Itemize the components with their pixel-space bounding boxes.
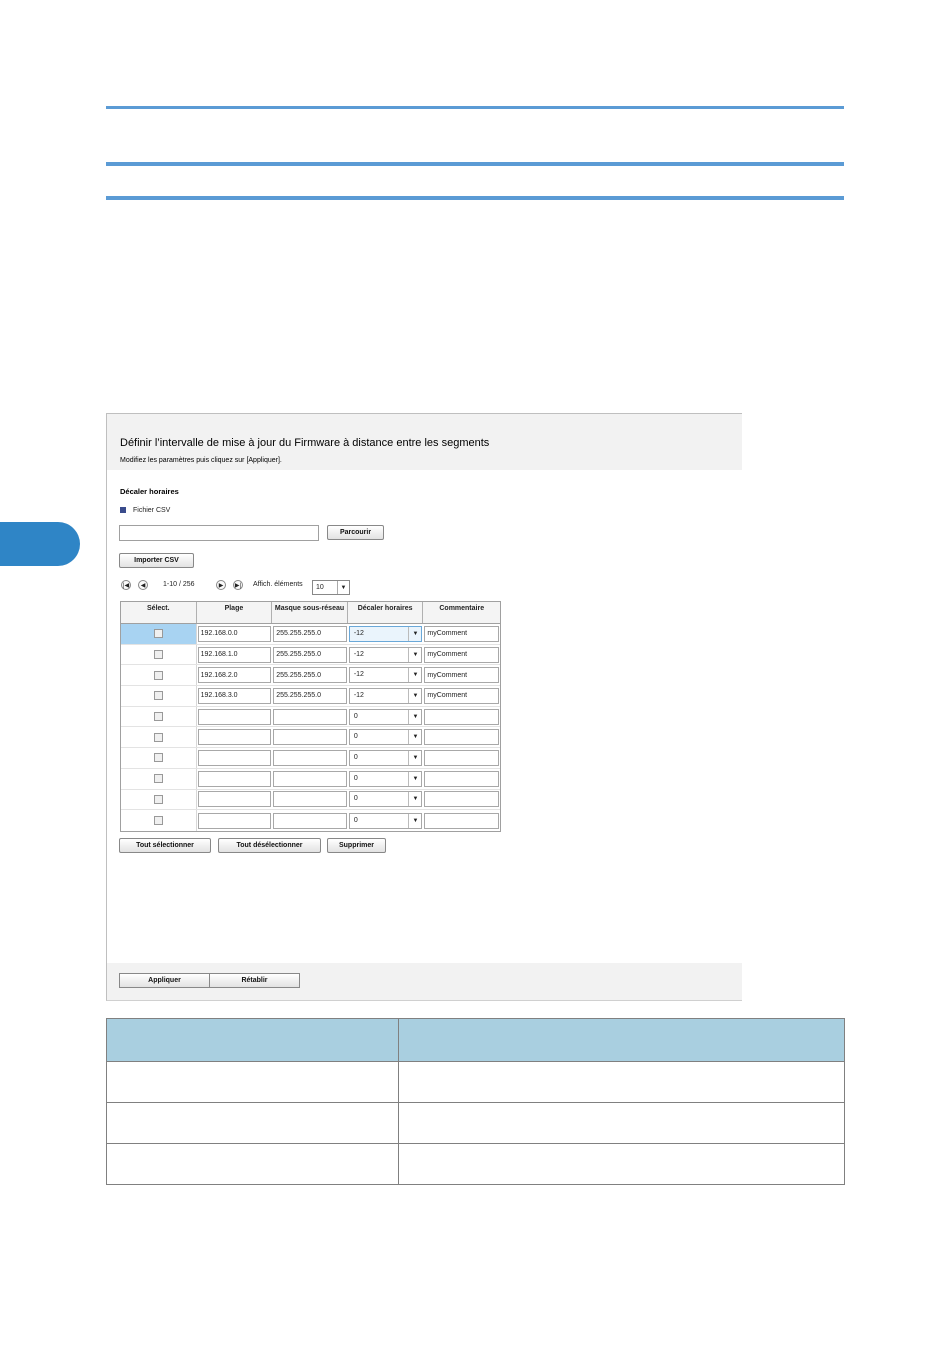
table-cell	[107, 1103, 399, 1144]
time-offset-select[interactable]	[349, 750, 423, 766]
table-row[interactable]	[121, 707, 500, 728]
range-cell	[197, 769, 273, 789]
time-offset-value: -12	[353, 650, 364, 658]
table-row[interactable]	[121, 810, 500, 831]
range-cell	[197, 707, 273, 727]
delete-button[interactable]: Supprimer	[327, 838, 386, 853]
time-offset-select[interactable]	[349, 626, 423, 642]
ip-range-input[interactable]	[198, 729, 272, 745]
time-offset-select[interactable]	[349, 688, 423, 704]
range-cell	[197, 686, 273, 706]
comment-cell	[423, 665, 500, 685]
range-cell	[197, 790, 273, 810]
table-cell	[107, 1062, 399, 1103]
time-offset-select[interactable]	[349, 709, 423, 725]
comment-input[interactable]	[424, 813, 499, 829]
comment-input[interactable]	[424, 750, 499, 766]
table-header	[121, 602, 500, 624]
chevron-down-icon: ▼	[408, 730, 421, 744]
heading-rule-bottom	[106, 196, 844, 200]
chevron-down-icon: ▼	[408, 648, 421, 662]
table-row[interactable]	[121, 748, 500, 769]
first-page-icon[interactable]: |◀	[121, 580, 131, 590]
table-row	[107, 1144, 845, 1185]
subnet-mask-input[interactable]	[273, 791, 347, 807]
screenshot-panel	[106, 413, 742, 1001]
last-page-icon[interactable]: ▶|	[233, 580, 243, 590]
offset-cell	[348, 707, 424, 727]
range-cell	[197, 624, 273, 644]
heading-rule-top	[106, 162, 844, 166]
time-offset-select[interactable]	[349, 791, 423, 807]
row-select-cell	[121, 645, 197, 665]
mask-cell	[272, 624, 348, 644]
time-offset-value: -12	[353, 671, 364, 679]
row-select-cell	[121, 727, 197, 747]
time-offset-value: 0	[353, 712, 358, 720]
pager-range: 1-10 / 256	[163, 581, 195, 588]
table-row[interactable]	[121, 645, 500, 666]
col-time-offset: Décaler horaires	[348, 602, 424, 623]
comment-input[interactable]	[424, 791, 499, 807]
description-table	[106, 1018, 845, 1185]
comment-input[interactable]: myComment	[424, 626, 499, 642]
table-row	[107, 1103, 845, 1144]
mask-cell	[272, 686, 348, 706]
items-per-page-select[interactable]	[312, 580, 350, 595]
subnet-mask-input[interactable]	[273, 813, 347, 829]
range-cell	[197, 748, 273, 768]
comment-input[interactable]	[424, 729, 499, 745]
row-select-cell	[121, 769, 197, 789]
items-per-page-label: Affich. éléments	[253, 581, 303, 588]
offset-cell	[348, 624, 424, 644]
time-offset-select[interactable]	[349, 771, 423, 787]
ip-range-input[interactable]: 192.168.0.0	[198, 626, 272, 642]
ip-range-input[interactable]	[198, 771, 272, 787]
comment-cell	[423, 624, 500, 644]
top-rule	[106, 106, 844, 109]
mask-cell	[272, 727, 348, 747]
time-offset-value: 0	[353, 753, 358, 761]
row-checkbox[interactable]	[154, 774, 163, 783]
segments-table	[120, 601, 501, 832]
comment-cell	[423, 790, 500, 810]
comment-input[interactable]: myComment	[424, 688, 499, 704]
ip-range-input[interactable]	[198, 709, 272, 725]
comment-cell	[423, 686, 500, 706]
offset-cell	[348, 686, 424, 706]
ip-range-input[interactable]: 192.168.1.0	[198, 647, 272, 663]
chevron-down-icon: ▼	[408, 689, 421, 703]
table-header-row	[107, 1019, 845, 1062]
panel-header	[107, 414, 742, 470]
table-row[interactable]	[121, 624, 500, 645]
mask-cell	[272, 790, 348, 810]
range-cell	[197, 665, 273, 685]
table-cell	[399, 1144, 845, 1185]
comment-input[interactable]: myComment	[424, 667, 499, 683]
row-checkbox[interactable]	[154, 629, 163, 638]
mask-cell	[272, 665, 348, 685]
offset-cell	[348, 810, 424, 831]
comment-cell	[423, 810, 500, 831]
ip-range-input[interactable]: 192.168.3.0	[198, 688, 272, 704]
comment-cell	[423, 707, 500, 727]
offset-cell	[348, 665, 424, 685]
table-row[interactable]	[121, 665, 500, 686]
time-offset-value: -12	[353, 691, 364, 699]
offset-cell	[348, 727, 424, 747]
subnet-mask-input[interactable]	[273, 750, 347, 766]
mask-cell	[272, 769, 348, 789]
reset-button[interactable]: Rétablir	[209, 973, 300, 988]
row-checkbox[interactable]	[154, 712, 163, 721]
panel-title: Définir l’intervalle de mise à jour du Firmware à distance entre les segments	[120, 437, 490, 449]
ip-range-input[interactable]	[198, 813, 272, 829]
row-checkbox[interactable]	[154, 795, 163, 804]
mask-cell	[272, 645, 348, 665]
range-cell	[197, 727, 273, 747]
header-cell	[399, 1019, 845, 1062]
table-cell	[399, 1103, 845, 1144]
table-row	[107, 1062, 845, 1103]
subnet-mask-input[interactable]: 255.255.255.0	[273, 626, 347, 642]
comment-cell	[423, 769, 500, 789]
chevron-down-icon: ▼	[408, 772, 421, 786]
square-bullet-icon	[120, 507, 126, 513]
row-checkbox[interactable]	[154, 753, 163, 762]
browse-button[interactable]: Parcourir	[327, 525, 384, 540]
table-cell	[107, 1144, 399, 1185]
range-cell	[197, 645, 273, 665]
panel-footer	[107, 963, 742, 1000]
row-select-cell	[121, 790, 197, 810]
ip-range-input[interactable]: 192.168.2.0	[198, 667, 272, 683]
csv-label: Fichier CSV	[133, 507, 171, 514]
row-select-cell	[121, 810, 197, 831]
section-title: Décaler horaires	[120, 487, 179, 496]
row-select-cell	[121, 686, 197, 706]
table-row[interactable]	[121, 769, 500, 790]
select-all-button[interactable]: Tout sélectionner	[119, 838, 211, 853]
time-offset-value: 0	[353, 816, 358, 824]
time-offset-select[interactable]	[349, 667, 423, 683]
offset-cell	[348, 748, 424, 768]
row-select-cell	[121, 748, 197, 768]
ip-range-input[interactable]	[198, 750, 272, 766]
time-offset-select[interactable]	[349, 729, 423, 745]
offset-cell	[348, 645, 424, 665]
col-select: Sélect.	[121, 602, 197, 623]
comment-input[interactable]	[424, 771, 499, 787]
csv-file-input[interactable]	[119, 525, 319, 541]
import-csv-button[interactable]: Importer CSV	[119, 553, 194, 568]
table-row[interactable]	[121, 790, 500, 811]
table-cell	[399, 1062, 845, 1103]
next-page-icon[interactable]: ▶	[216, 580, 226, 590]
row-select-cell	[121, 665, 197, 685]
table-row[interactable]	[121, 686, 500, 707]
table-row[interactable]	[121, 727, 500, 748]
chapter-tab	[0, 522, 80, 566]
time-offset-value: -12	[353, 629, 364, 637]
col-subnet-mask: Masque sous-réseau	[272, 602, 348, 623]
col-range: Plage	[197, 602, 273, 623]
items-per-page-value: 10	[316, 584, 324, 591]
chevron-down-icon: ▼	[408, 627, 421, 641]
range-cell	[197, 810, 273, 831]
time-offset-value: 0	[353, 795, 358, 803]
row-checkbox[interactable]	[154, 816, 163, 825]
mask-cell	[272, 707, 348, 727]
subnet-mask-input[interactable]: 255.255.255.0	[273, 667, 347, 683]
chevron-down-icon: ▼	[408, 751, 421, 765]
table-body	[121, 624, 500, 831]
chevron-down-icon: ▼	[408, 814, 421, 828]
header-cell	[107, 1019, 399, 1062]
row-checkbox[interactable]	[154, 733, 163, 742]
time-offset-value: 0	[353, 774, 358, 782]
mask-cell	[272, 810, 348, 831]
comment-input[interactable]	[424, 709, 499, 725]
row-checkbox[interactable]	[154, 650, 163, 659]
row-checkbox[interactable]	[154, 671, 163, 680]
row-select-cell	[121, 624, 197, 644]
chevron-down-icon: ▼	[408, 792, 421, 806]
apply-button[interactable]: Appliquer	[119, 973, 210, 988]
offset-cell	[348, 790, 424, 810]
time-offset-value: 0	[353, 733, 358, 741]
row-select-cell	[121, 707, 197, 727]
comment-cell	[423, 748, 500, 768]
deselect-all-button[interactable]: Tout désélectionner	[218, 838, 321, 853]
comment-input[interactable]: myComment	[424, 647, 499, 663]
panel-subtitle: Modifiez les paramètres puis cliquez sur [Appliquer].	[120, 457, 282, 464]
subnet-mask-input[interactable]: 255.255.255.0	[273, 647, 347, 663]
subnet-mask-input[interactable]: 255.255.255.0	[273, 688, 347, 704]
comment-cell	[423, 645, 500, 665]
ip-range-input[interactable]	[198, 791, 272, 807]
chevron-down-icon: ▼	[337, 581, 349, 594]
prev-page-icon[interactable]: ◀	[138, 580, 148, 590]
chevron-down-icon: ▼	[408, 668, 421, 682]
col-comment: Commentaire	[439, 605, 485, 612]
offset-cell	[348, 769, 424, 789]
time-offset-select[interactable]	[349, 647, 423, 663]
row-checkbox[interactable]	[154, 691, 163, 700]
subnet-mask-input[interactable]	[273, 729, 347, 745]
subnet-mask-input[interactable]	[273, 709, 347, 725]
time-offset-select[interactable]	[349, 813, 423, 829]
comment-cell	[423, 727, 500, 747]
chevron-down-icon: ▼	[408, 710, 421, 724]
subnet-mask-input[interactable]	[273, 771, 347, 787]
mask-cell	[272, 748, 348, 768]
